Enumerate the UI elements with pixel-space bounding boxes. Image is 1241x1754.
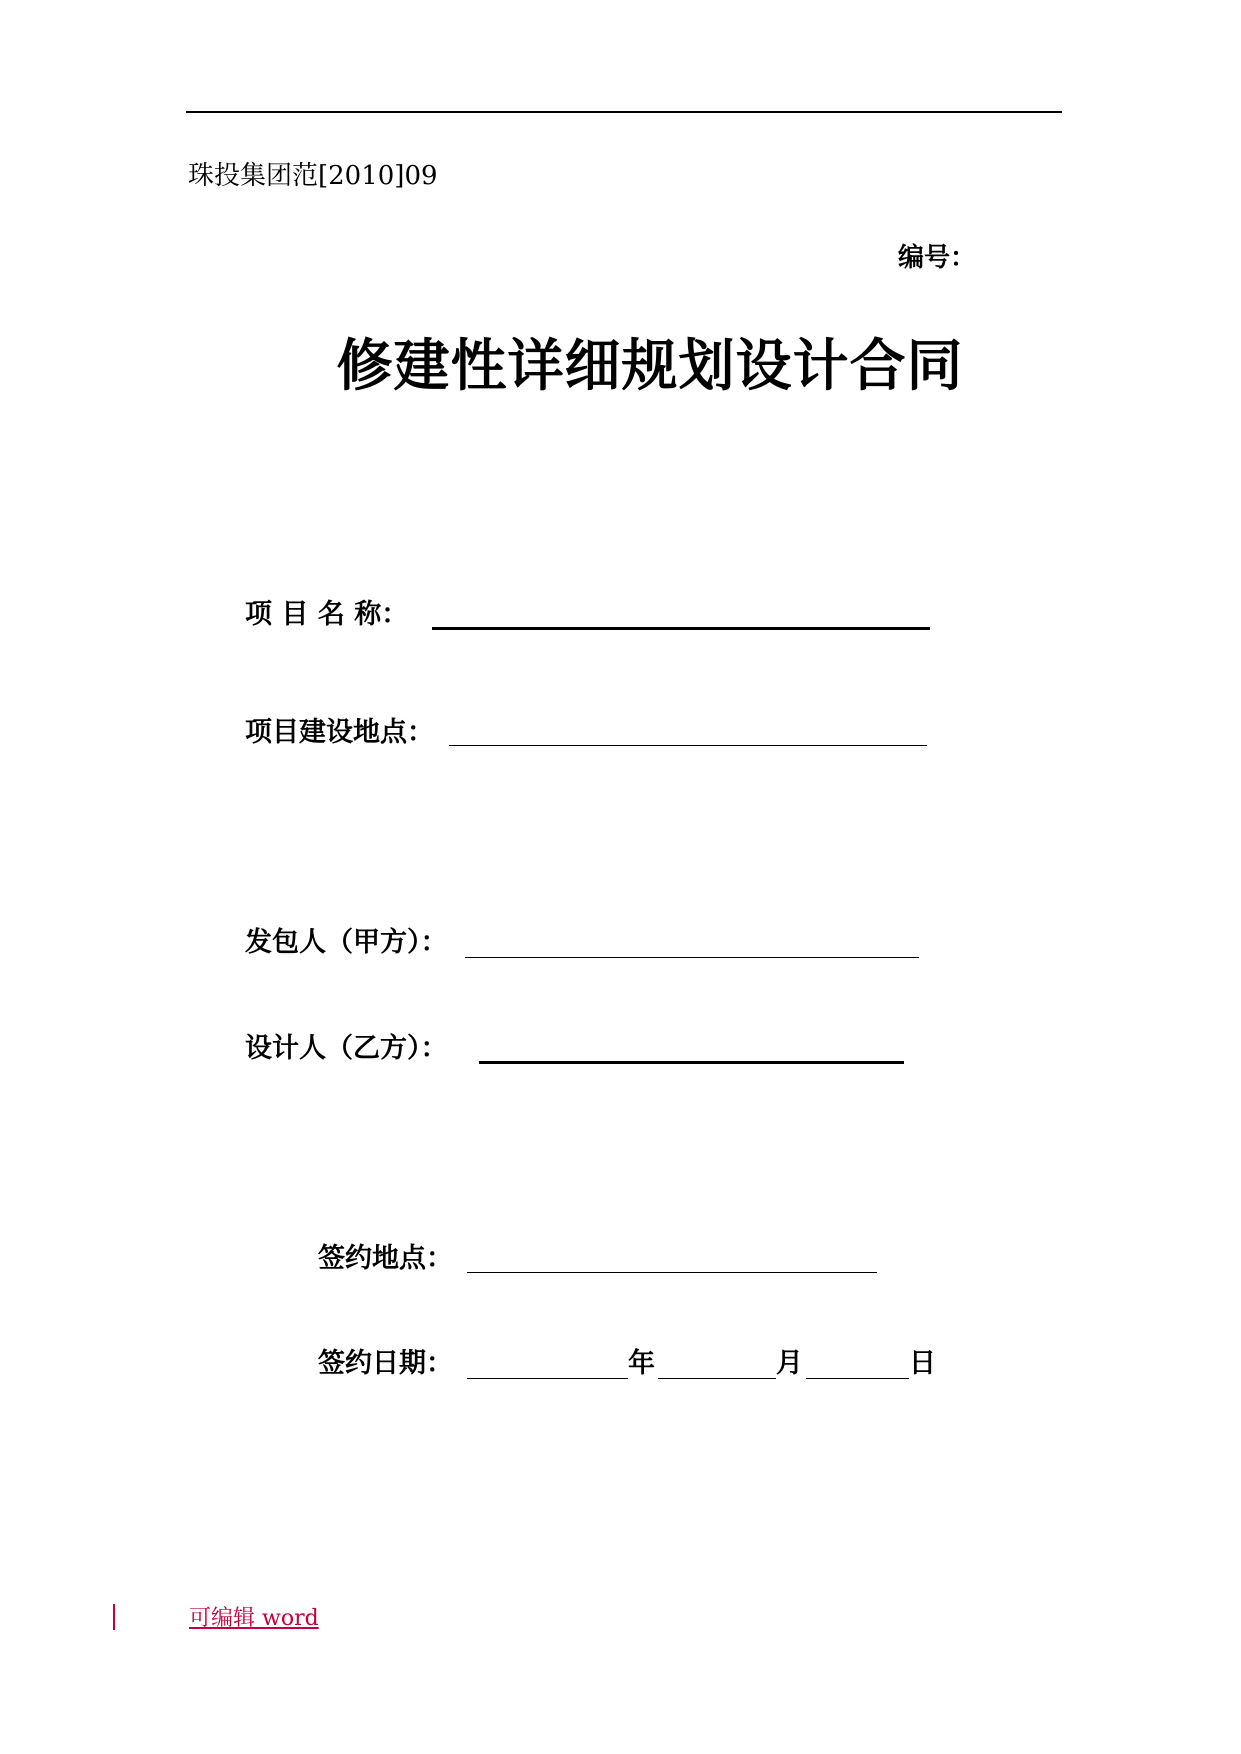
document-code: 珠投集团范[2010]09 xyxy=(188,161,438,191)
month-label: 月 xyxy=(776,1348,803,1379)
project-site-field[interactable] xyxy=(449,745,927,746)
day-label: 日 xyxy=(909,1348,936,1379)
party-a-field[interactable] xyxy=(465,957,919,958)
document-title: 修建性详细规划设计合同 xyxy=(336,333,964,399)
year-label: 年 xyxy=(628,1348,655,1379)
header-rule xyxy=(186,111,1062,113)
sign-day-field[interactable] xyxy=(806,1378,909,1379)
party-b-field[interactable] xyxy=(479,1061,904,1064)
project-name-field[interactable] xyxy=(432,627,930,630)
sign-month-field[interactable] xyxy=(658,1378,776,1379)
editable-word-link[interactable]: 可编辑 word xyxy=(189,1606,319,1631)
project-name-label: 项 目 名 称： xyxy=(245,599,409,630)
sign-place-field[interactable] xyxy=(467,1272,877,1273)
party-a-label: 发包人（甲方）： xyxy=(245,927,448,958)
sign-place-label: 签约地点： xyxy=(318,1243,453,1274)
document-number-label: 编号： xyxy=(898,243,977,273)
sign-year-field[interactable] xyxy=(467,1378,628,1379)
footer-accent-bar xyxy=(113,1604,115,1630)
project-site-label: 项目建设地点： xyxy=(245,717,434,748)
party-b-label: 设计人（乙方）： xyxy=(245,1033,448,1064)
sign-date-label: 签约日期： xyxy=(318,1348,453,1379)
